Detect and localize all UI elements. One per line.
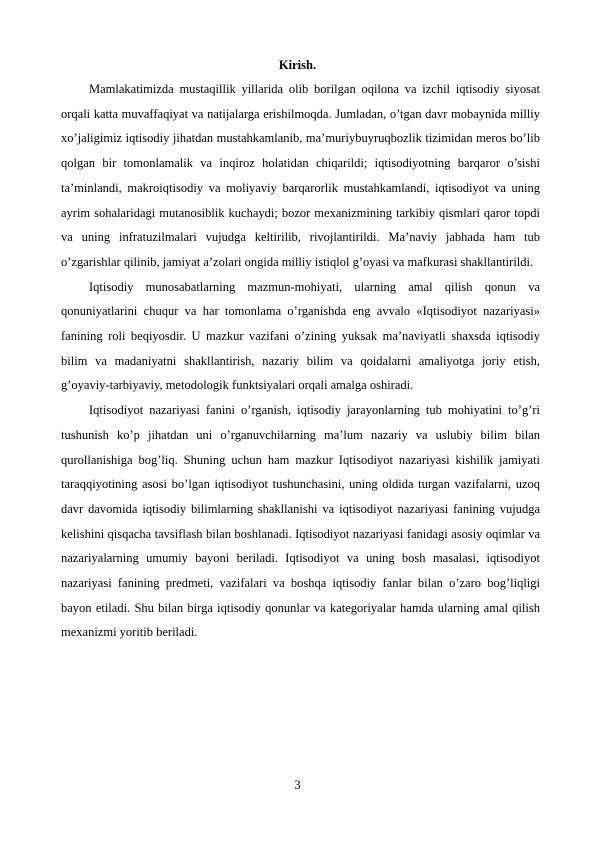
paragraph: Mamlakatimizda mustaqillik yillarida olib borilgan oqilona va izchil iqtisodiy siyosat orqali katta muvaffaqiyat va natijalarga erishilmoqda. Jumladan, o’tgan davr mobaynida milliy xo’jaligimiz iqtisodiy jihatdan mustahkamlanib, ma’muriybuyruqbozlik tizimidan meros bo’lib qolgan bir tomonlamalik va inqiroz holatidan chiqarildi; iqtisodiyotning barqaror o’sishi ta’minlandi, makroiqtisodiy va moliyaviy barqarorlik mustahkamlandi, iqtisodiyot va uning ayrim sohalaridagi mutanosiblik kuchaydi; bozor mexanizmining tarkibiy qismlari qaror topdi va uning infratuzilmalari vujudga keltirilib, rivojlantirildi. Ma’naviy jabhada ham tub o’zgarishlar qilinib, jamiyat a’zolari ongida milliy istiqlol g’oyasi va mafkurasi shakllantirildi. (61, 82, 540, 269)
page-number: 3 (294, 778, 301, 792)
paragraph: Iqtisodiy munosabatlarning mazmun-mohiyati, ularning amal qilish qonun va qonuniyatlarini chuqur va har tomonlama o’rganishda eng avvalo «Iqtisodiyot nazariyasi» fanining roli beqiyosdir. U mazkur vazifani o’zining yuksak ma’naviyatli shaxsda iqtisodiy bilim va madaniyatni shakllantirish, nazariy bilim va qoidalarni amaliyotga joriy etish, g’oyaviy-tarbiyaviy, metodologik funktsiyalari orqali amalga oshiradi. (61, 279, 540, 393)
document-body (61, 77, 540, 645)
document-title: Kirish. (278, 58, 317, 72)
paragraph: Iqtisodiyot nazariyasi fanini o’rganish, iqtisodiy jarayonlarning tub mohiyatini to’g’ri tushunish ko’p jihatdan uni o’rganuvchilarning ma’lum nazariy va uslubiy bilim bilan qurollanishiga bog’liq. Shuning uchun ham mazkur Iqtisodiyot nazariyasi kishilik jamiyati taraqqiyotining asosi bo’lgan iqtisodiyot tushunchasini, uning oldida turgan vazifalarni, uzoq davr davomida iqtisodiy bilimlarning shakllanishi va iqtisodiyot nazariyasi fanining vujudga kelishini qisqacha tavsiflash bilan boshlanadi. Iqtisodiyot nazariyasi fanidagi asosiy oqimlar va nazariyalarning umumiy bayoni beriladi. Iqtisodiyot va uning bosh masalasi, iqtisodiyot nazariyasi fanining predmeti, vazifalari va boshqa iqtisodiy fanlar bilan o’zaro bog’liqligi bayon etiladi. Shu bilan birga iqtisodiy qonunlar va kategoriyalar hamda ularning amal qilish mexanizmi yoritib beriladi. (61, 403, 540, 640)
